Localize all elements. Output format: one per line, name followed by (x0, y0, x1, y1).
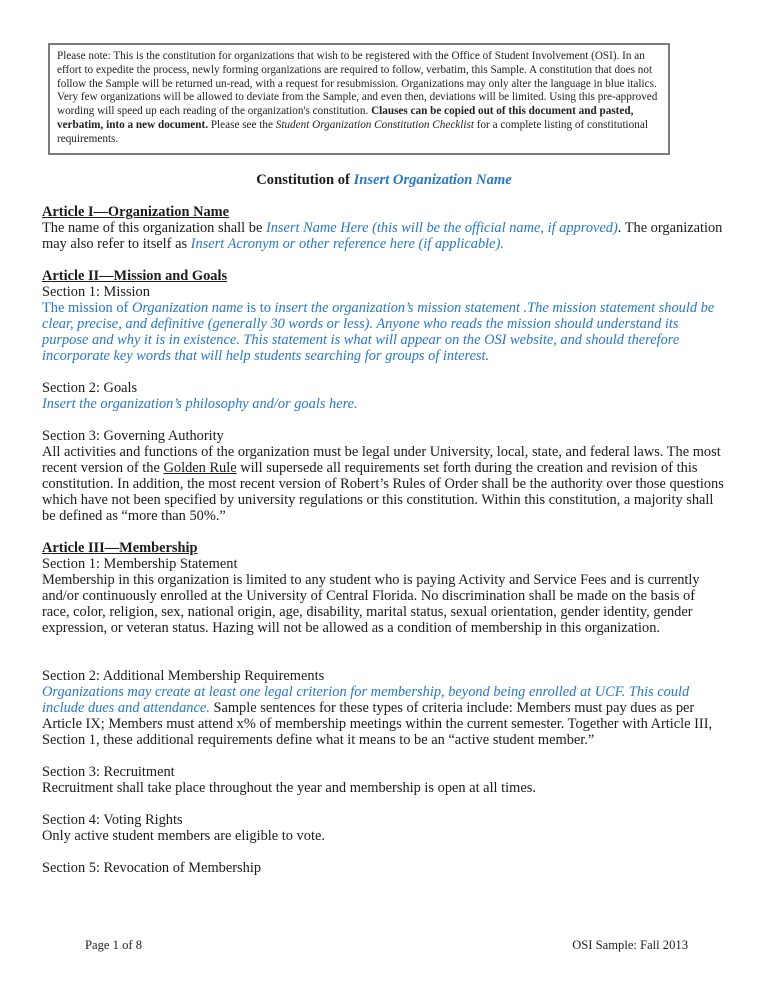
text-segment: insert the organization’s mission statement .The mission statement should be clear, precise, and definitive (generally 30 words or less). Anyone who reads the mission should understand its purpose and why it is in existence. This statement is what will appear on the OSI website, and should therefore incorporate key words that will help students searching for groups of interest. (42, 299, 715, 364)
text-segment: Please note: This is the constitution for organizations that wish to be registered with the Office of Student Involvement (OSI). In an effort to expedite the process, newly forming organizations are required to follow, verbatim, this Sample. A constitution that does not follow the Sample will be returned un-read, with a request for resubmission. Organizations may only alter the language in blue italics. Very few organizations will be allowed to deviate from the Sample, and even then, deviations will be limited. Using this pre-approved wording will speed up each reading of the organization's constitution. (57, 50, 658, 118)
paragraph (42, 860, 726, 876)
paragraph (42, 300, 726, 364)
text-segment: Insert the organization’s philosophy and/or goals here. (42, 395, 358, 412)
text-segment: is to (242, 299, 275, 316)
text-segment: Student Organization Constitution Checklist (275, 118, 474, 131)
text-segment: . The organization may also refer to itself as (42, 219, 723, 252)
document-body (42, 204, 726, 876)
text-segment: Section 2: Goals (42, 379, 138, 396)
paragraph (42, 828, 726, 844)
text-segment: Recruitment shall take place throughout the year and membership is open at all times. (42, 779, 536, 796)
text-segment: will supersede all requirements set forth during the creation and revision of this constitution. In addition, the most recent version of Robert’s Rules of Order shall be the authority over those questions which have not been specified by university regulations or this constitution. Within this constitution, a majority shall be defined as “more than 50%.” (42, 459, 724, 524)
text-segment: Section 2: Additional Membership Requirements (42, 667, 325, 684)
text-segment: Organization name (131, 299, 243, 316)
paragraph (42, 780, 726, 796)
paragraph (42, 284, 726, 300)
paragraph (42, 668, 726, 684)
version-label: OSI Sample: Fall 2013 (572, 938, 688, 952)
text-segment: Only active student members are eligible to vote. (42, 827, 325, 844)
text-segment: Article III—Membership (42, 539, 198, 556)
text-segment: Sample sentences for these types of criteria include: Members must pay dues as per Article IX; Members must attend x% of membership meetings within the current semester. Together with Article III, Section 1, these additional requirements define what it means to be an “active student member.” (42, 699, 713, 748)
blank-line (42, 412, 726, 428)
paragraph (42, 444, 726, 524)
page-number: Page 1 of 8 (85, 938, 143, 952)
document-title (42, 172, 726, 188)
text-segment: Section 4: Voting Rights (42, 811, 183, 828)
text-segment: Organizations may create at least one legal criterion for membership, beyond being enrolled at UCF. This could include dues and attendance. (42, 683, 690, 716)
article-heading (42, 204, 726, 220)
text-segment: The mission of (42, 299, 132, 316)
text-segment: Section 1: Mission (42, 283, 150, 300)
blank-line (42, 844, 726, 860)
paragraph (42, 380, 726, 396)
text-segment: Section 1: Membership Statement (42, 555, 238, 572)
text-segment: Insert Organization Name (353, 171, 512, 188)
text-segment: Membership in this organization is limited to any student who is paying Activity and Service Fees and is currently and/or continuously enrolled at the University of Central Florida. No discrimination shall be made on the basis of race, color, religion, sex, national origin, age, disability, marital status, sexual orientation, gender identity, gender expression, or veteran status. Hazing will not be allowed as a condition of membership in this organization. (42, 571, 700, 636)
text-segment: Constitution of (256, 171, 354, 188)
blank-line (42, 252, 726, 268)
text-segment: Insert Name Here (this will be the official name, if approved) (265, 219, 618, 236)
text-segment: Article I—Organization Name (42, 203, 230, 220)
paragraph (42, 812, 726, 828)
text-segment: for a complete listing of constitutional requirements. (57, 118, 648, 145)
blank-line (42, 796, 726, 812)
paragraph (42, 764, 726, 780)
text-segment: Clauses can be copied out of this document and pasted, verbatim, into a new document. (57, 105, 634, 131)
paragraph (42, 684, 726, 748)
text-segment: Section 5: Revocation of Membership (42, 859, 262, 876)
text-segment: Please see the (208, 118, 276, 131)
paragraph (42, 220, 726, 252)
paragraph (42, 428, 726, 444)
blank-line (42, 364, 726, 380)
blank-line (42, 652, 726, 668)
article-heading (42, 540, 726, 556)
text-segment: All activities and functions of the organization must be legal under University, local, state, and federal laws. The most recent version of the (42, 443, 721, 476)
note-box (48, 43, 670, 155)
text-segment: Section 3: Recruitment (42, 763, 175, 780)
footer (85, 938, 688, 953)
text-segment: Insert Acronym or other reference here (if applicable). (190, 235, 504, 252)
paragraph (42, 556, 726, 572)
text-segment: Article II—Mission and Goals (42, 267, 228, 284)
blank-line (42, 524, 726, 540)
text-segment: Golden Rule (163, 459, 237, 476)
text-segment: The name of this organization shall be (42, 219, 266, 236)
paragraph (42, 396, 726, 412)
article-heading (42, 268, 726, 284)
blank-line (42, 748, 726, 764)
paragraph (42, 572, 726, 636)
text-segment: Section 3: Governing Authority (42, 427, 224, 444)
blank-line (42, 636, 726, 652)
